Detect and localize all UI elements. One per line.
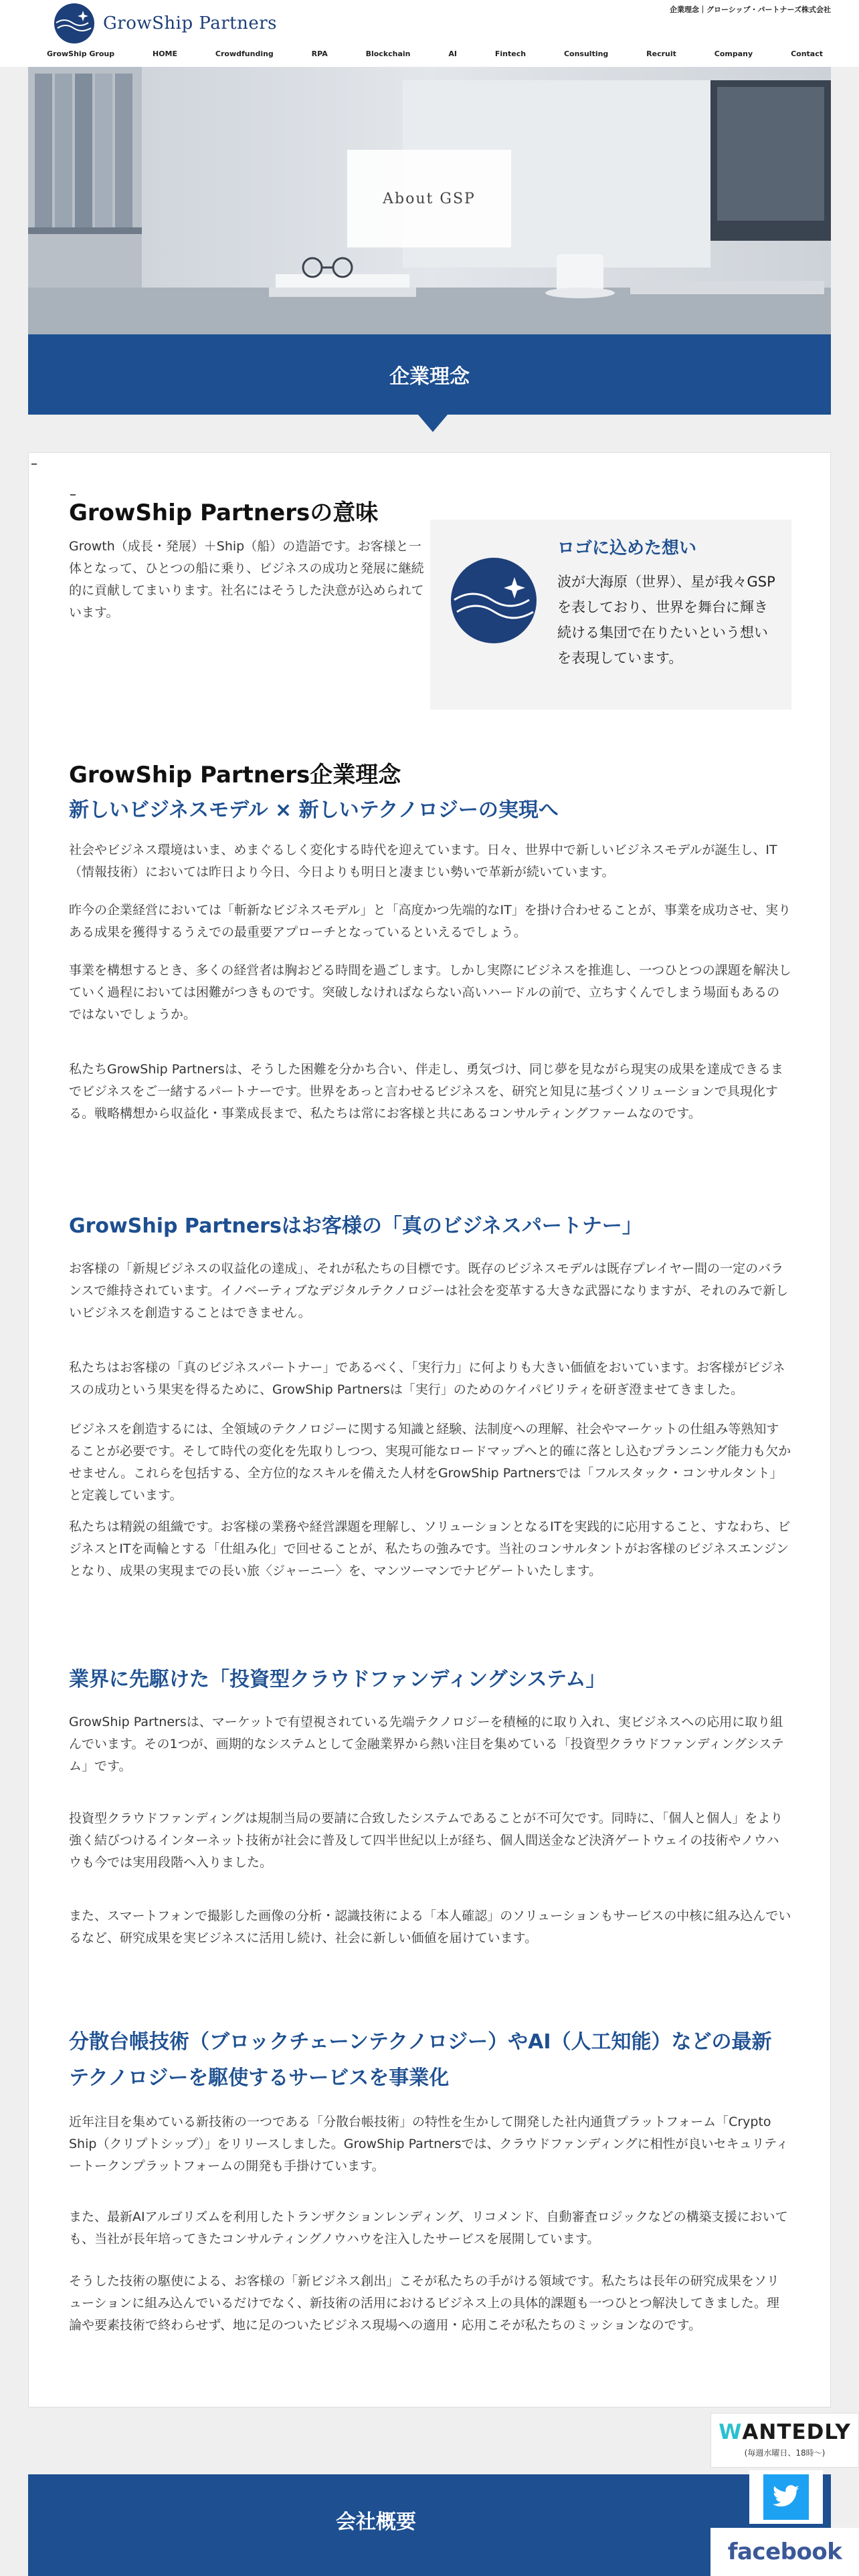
philosophy-paragraph: 近年注目を集めている新技術の一つである「分散台帳技術」の特性を生かして開発した社内通貨プラットフォーム「Crypto Ship（クリプトシップ）」をリリースしました。GrowShip Partnersでは、クラウドファンディングに相性が良いセキュリティートークンプラットフォームの開発も手掛けています。: [69, 2115, 789, 2173]
logo-emblem-icon: [450, 557, 537, 644]
nav-crowdfunding[interactable]: Crowdfunding: [215, 49, 274, 58]
nav-consulting[interactable]: Consulting: [563, 49, 609, 58]
meaning-title: GrowShip Partnersの意味: [69, 500, 379, 526]
main-nav: [40, 48, 830, 60]
twitter-link[interactable]: [749, 2470, 823, 2524]
divider: [31, 463, 37, 465]
logo-text: GrowShip Partners: [103, 13, 277, 33]
about-gsp-box: [347, 150, 511, 247]
meaning-text: Growth（成長・発展）＋Ship（船）の造語です。お客様と一体となって、ひとつの船に乗り、ビジネスの成功と発展に継続的に貢献してまいります。社名にはそうした決意が込められています。: [69, 539, 424, 620]
hero-banner: [28, 67, 831, 415]
facebook-link[interactable]: [710, 2528, 859, 2576]
philosophy-title: GrowShip Partners企業理念: [69, 762, 401, 788]
site-header: [0, 0, 859, 67]
nav-company[interactable]: Company: [714, 49, 753, 58]
page-title: 企業理念: [389, 365, 470, 389]
philosophy-paragraph: 投資型クラウドファンディングは規制当局の要請に合致したシステムであることが不可欠です。同時に、「個人と個人」をより強く結びつけるインターネット技術が社会に普及して四半世紀以上が経ち、個人間送金など決済ゲートウェイの技術やノウハウも今では実用段階へ入りました。: [69, 1811, 783, 1870]
nav-fintech[interactable]: Fintech: [494, 49, 527, 58]
philosophy-heading-1: 新しいビジネスモデル × 新しいテクノロジーの実現へ: [69, 798, 559, 822]
logo-emblem-icon: [54, 3, 95, 44]
corporate-name: 企業理念｜グローシップ・パートナーズ株式会社: [669, 5, 831, 14]
philosophy-heading-3: 業界に先駆けた「投資型クラウドファンディングシステム」: [69, 1668, 606, 1691]
nav-recruit[interactable]: Recruit: [646, 49, 676, 58]
logo-meaning-box: [430, 520, 791, 710]
nav-home[interactable]: HOME: [153, 49, 178, 58]
philosophy-paragraph: 私たちGrowShip Partnersは、そうした困難を分かち合い、伴走し、勇気づけ、同じ夢を見ながら現実の成果を達成できるまでビジネスをご一緒するパートナーです。世界をあっと言わせるビジネスを、研究と知見に基づくソリューションで具現化する。戦略構想から収益化・事業成長まで、私たちは常にお客様と共にあるコンサルティングファームなのです。: [69, 1062, 783, 1121]
philosophy-paragraph: また、最新AIアルゴリズムを利用したトランザクションレンディング、リコメンド、自動審査ロジックなどの構築支援においても、当社が長年培ってきたコンサルティングノウハウを注入したサービスを展開しています。: [69, 2210, 788, 2246]
site-logo[interactable]: [54, 3, 277, 44]
philosophy-paragraph: 社会やビジネス環境はいま、めまぐるしく変化する時代を迎えています。日々、世界中で新しいビジネスモデルが誕生し、IT（情報技術）においては昨日より今日、今日よりも明日と凄まじい勢いで革新が続いています。: [69, 843, 777, 879]
nav-blockchain[interactable]: Blockchain: [365, 49, 411, 58]
down-arrow-icon: [418, 415, 448, 432]
philosophy-paragraph: 私たちは精鋭の組織です。お客様の業務や経営課題を理解し、ソリューションとなるITを実践的に応用すること、すなわち、ビジネスとITを両輪とする「仕組み化」で回せることが、私たちの強みです。当社のコンサルタントがお客様のビジネスエンジンとなり、成果の実現までの長い旅〈ジャーニー〉を、マンツーマンでナビゲートいたします。: [69, 1519, 791, 1578]
company-overview-title: 会社概要: [336, 2510, 416, 2534]
nav-ai[interactable]: AI: [448, 49, 458, 58]
content-card: [28, 452, 831, 2407]
philosophy-paragraph: 昨今の企業経営においては「斬新なビジネスモデル」と「高度かつ先端的なIT」を掛け合わせることが、事業を成功させ、実りある成果を獲得するうえでの最重要アプローチとなっているといえるでしょう。: [69, 903, 791, 940]
twitter-icon: [763, 2474, 809, 2520]
facebook-logo: facebook: [727, 2539, 842, 2565]
nav-rpa[interactable]: RPA: [311, 49, 328, 58]
philosophy-paragraph: 事業を構想するとき、多くの経営者は胸おどる時間を過ごします。しかし実際にビジネスを推進し、一つひとつの課題を解決していく過程においては困難がつきものです。突破しなければならない高いハードルの前で、立ちすくんでしまう場面もあるのではないでしょうか。: [69, 963, 791, 1022]
philosophy-paragraph: また、スマートフォンで撮影した画像の分析・認識技術による「本人確認」のソリューションもサービスの中核に組み込んでいるなど、研究成果を実ビジネスに活用し続け、社会に新しい価値を届けています。: [69, 1909, 791, 1945]
wantedly-link[interactable]: [710, 2413, 859, 2468]
philosophy-paragraph: お客様の「新規ビジネスの収益化の達成」、それが私たちの目標です。既存のビジネスモデルは既存プレイヤー間の一定のバランスで維持されています。イノベーティブなデジタルテクノロジーは社会を変革する大きな武器になりますが、それのみで新しいビジネスを創造することはできません。: [69, 1261, 789, 1320]
nav-contact[interactable]: Contact: [791, 49, 823, 58]
philosophy-paragraph: そうした技術の駆使による、お客様の「新ビジネス創出」こそが私たちの手がける領域です。私たちは長年の研究成果をソリューションに組み込んでいるだけでなく、新技術の活用におけるビジネス上の具体的課題も一つひとつ解決してきました。理論や要素技術で終わらせず、地に足のついたビジネス現場への適用・応用こそが私たちのミッションなのです。: [69, 2274, 779, 2333]
philosophy-heading-4: 分散台帳技術（ブロックチェーンテクノロジー）やAI（人工知能）などの最新テクノロジーを駆使するサービスを事業化: [69, 2030, 772, 2090]
logo-meaning-text: 波が大海原（世界）、星が我々GSPを表しており、世界を舞台に輝き続ける集団で在りたいという想いを表現しています。: [557, 574, 775, 666]
wantedly-logo: WANTEDLY: [719, 2420, 851, 2444]
about-gsp-label: About GSP: [383, 190, 476, 207]
philosophy-paragraph: 私たちはお客様の「真のビジネスパートナー」であるべく、「実行力」に何よりも大きい価値をおいています。お客様がビジネスの成功という果実を得るために、GrowShip Partnersは「実行」のためのケイパビリティを研ぎ澄ませてきました。: [69, 1360, 785, 1397]
nav-growship-group[interactable]: GrowShip Group: [47, 49, 115, 58]
page-title-band: [28, 334, 831, 415]
philosophy-paragraph: ビジネスを創造するには、全領域のテクノロジーに関する知識と経験、法制度への理解、社会やマーケットの仕組み等熟知することが必要です。そして時代の変化を先取りしつつ、実現可能なロードマップへと的確に落とし込むプランニング能力も欠かせません。これらを包括する、全方位的なスキルを備えた人材をGrowShip Partnersでは「フルスタック・コンサルタント」と定義しています。: [69, 1422, 791, 1503]
philosophy-heading-2: GrowShip Partnersはお客様の「真のビジネスパートナー」: [69, 1214, 642, 1238]
logo-meaning-title: ロゴに込めた想い: [557, 538, 697, 558]
wantedly-schedule: (毎週水曜日、18時〜): [744, 2448, 826, 2458]
philosophy-paragraph: GrowShip Partnersは、マーケットで有望視されている先端テクノロジーを積極的に取り入れ、実ビジネスへの応用に取り組んでいます。その1つが、画期的なシステムとして金融業界から熱い注目を集めている「投資型クラウドファンディングシステム」です。: [69, 1715, 784, 1774]
